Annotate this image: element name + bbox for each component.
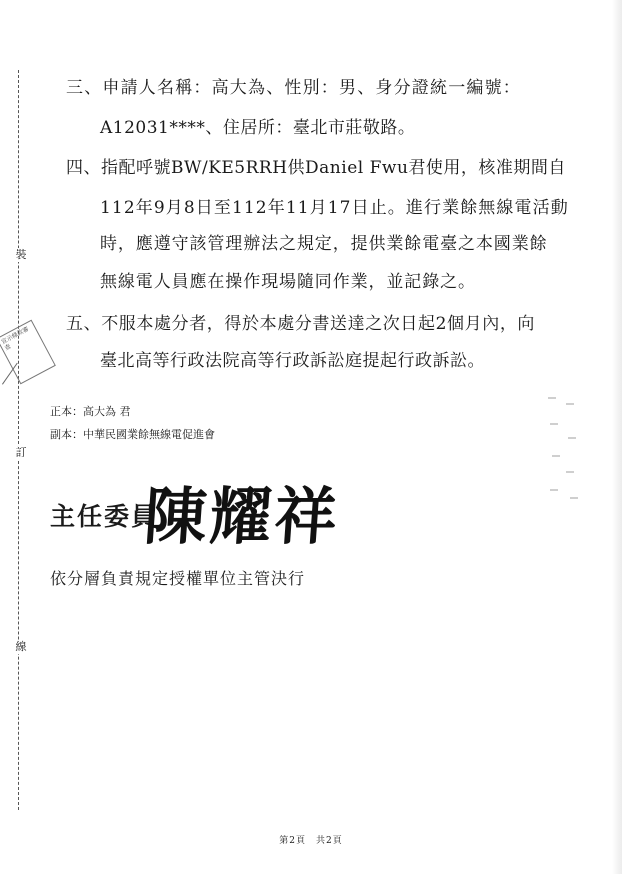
item-4-line-1: 四、指配呼號BW/KE5RRH供Daniel Fwu君使用，核准期間自 — [66, 158, 566, 178]
page-edge-shadow — [612, 0, 622, 874]
item-4-line-3: 時，應遵守該管理辦法之規定，提供業餘電臺之本國業餘 — [100, 234, 548, 254]
item-5-line-1: 五、不服本處分者，得於本處分書送達之次日起2個月內，向 — [66, 314, 536, 334]
item-4-line-4: 無線電人員應在操作現場隨同作業，並記錄之。 — [100, 272, 476, 292]
copy-recipient: 副本：中華民國業餘無線電促進會 — [50, 428, 215, 441]
faint-scan-marks — [546, 393, 582, 503]
stamp-text: 宣示條款審查 — [0, 325, 30, 353]
binding-label-zhuang: 裝 — [15, 248, 27, 261]
binding-label-ding: 訂 — [15, 446, 27, 459]
binding-dashed-line — [18, 70, 19, 810]
item-5-line-2: 臺北高等行政法院高等行政訴訟庭提起行政訴訟。 — [100, 351, 485, 371]
item-4-line-2: 112年9月8日至112年11月17日止。進行業餘無線電活動 — [100, 198, 569, 218]
binding-label-xian: 線 — [15, 640, 27, 653]
original-recipient: 正本：高大為 君 — [50, 405, 131, 418]
item-3-line-2: A12031****、住居所：臺北市莊敬路。 — [100, 118, 416, 138]
item-3-line-1: 三、申請人名稱：高大為、性別：男、身分證統一編號： — [66, 78, 521, 98]
signature-name: 陳耀祥 — [142, 480, 343, 553]
signature-title: 主任委員 — [50, 502, 159, 531]
authorization-note: 依分層負責規定授權單位主管決行 — [50, 569, 306, 588]
page-number: 第2頁 共2頁 — [279, 836, 343, 846]
